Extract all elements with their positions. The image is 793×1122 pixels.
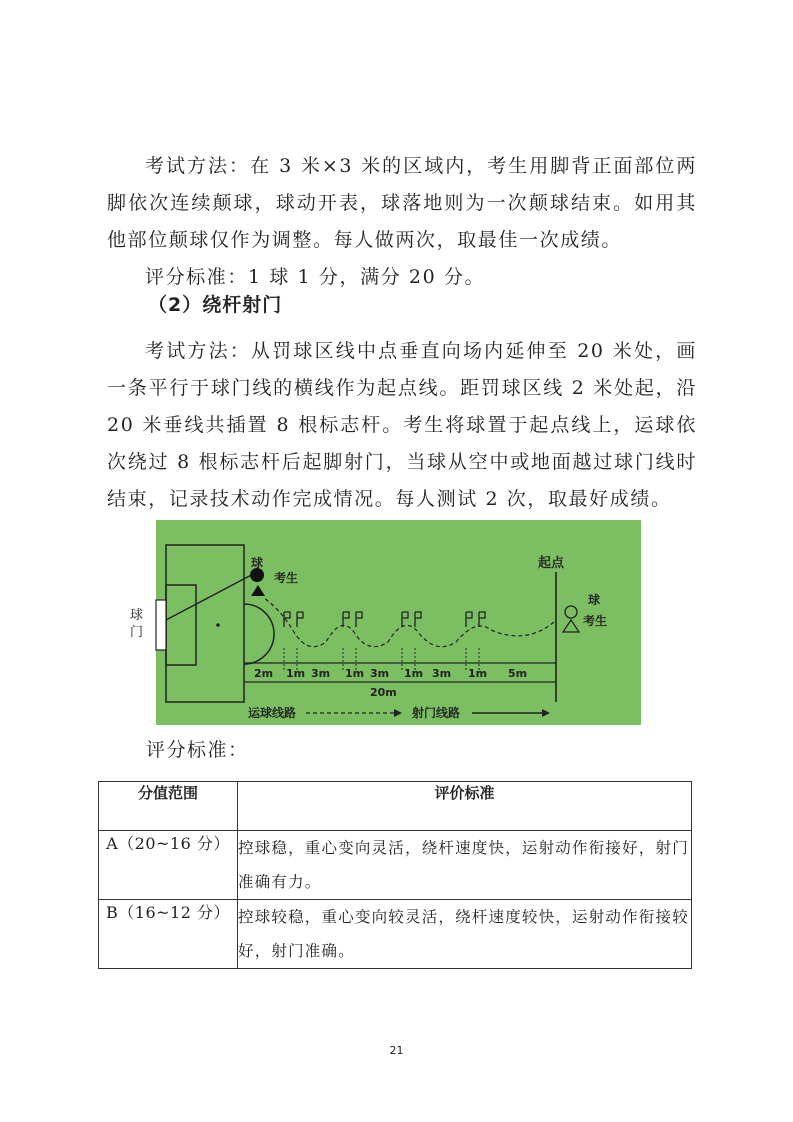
table-row	[99, 900, 692, 969]
row-range: A（20~16 分）	[99, 831, 238, 900]
penalty-spot	[216, 623, 220, 627]
method-paragraph-juggling: 考试方法：在 3 米×3 米的区域内，考生用脚背正面部位两脚依次连续颠球，球动开表，球落地则为一次颠球结束。如用其他部位颠球仅作为调整。每人做两次，取最佳一次成绩。	[107, 155, 697, 251]
ball-label-left: 球	[251, 556, 264, 570]
method-paragraph-dribble: 考试方法：从罚球区线中点垂直向场内延伸至 20 米处，画一条平行于球门线的横线作为起点线。距罚球区线 2 米处起，沿 20 米垂线共插置 8 根标志杆。考生将球置于起点线上，运球依次绕过 8 根标志杆后起脚射门，当球从空中或地面越过球门线时结束，记录技术动作完成情况。每人测试 2 次，取最好成绩。	[107, 340, 697, 510]
goal-label-2: 门	[130, 625, 144, 640]
scoring-paragraph-juggling: 评分标准：1 球 1 分，满分 20 分。	[145, 266, 486, 288]
field-background	[156, 520, 641, 725]
scoring-table	[98, 781, 692, 969]
dribble-shot-diagram	[130, 520, 641, 725]
dim-label-1m-b: 1m	[345, 667, 365, 680]
legend-dribble-label: 运球线路	[248, 706, 297, 720]
dim-label-1m-c: 1m	[404, 667, 424, 680]
goal	[156, 600, 166, 650]
page-number: 21	[389, 1044, 404, 1057]
dim-label-2m: 2m	[254, 667, 274, 680]
dim-label-1m-a: 1m	[286, 667, 306, 680]
dim-label-1m-d: 1m	[468, 667, 488, 680]
table-row	[99, 831, 692, 900]
ball-left	[250, 568, 264, 582]
table-header-row	[99, 782, 692, 831]
goal-label-1: 球	[130, 608, 144, 623]
row-desc: 控球较稳，重心变向较灵活，绕杆速度较快，运射动作衔接较好，射门准确。	[238, 900, 692, 969]
start-label: 起点	[538, 556, 565, 571]
legend-shot-label: 射门线路	[412, 706, 461, 720]
dim-label-3m-c: 3m	[432, 667, 452, 680]
dim-label-5m: 5m	[508, 667, 528, 680]
dim-label-3m-a: 3m	[311, 667, 331, 680]
dim-label-3m-b: 3m	[370, 667, 390, 680]
dim-label-20m: 20m	[370, 686, 397, 699]
scoring-criteria-label: 评分标准：	[146, 739, 249, 761]
row-range: B（16~12 分）	[99, 900, 238, 969]
header-range: 分值范围	[99, 782, 238, 831]
header-criteria: 评价标准	[238, 782, 692, 831]
player-label-left: 考生	[274, 571, 299, 585]
ball-label-right: 球	[588, 593, 601, 607]
row-desc: 控球稳，重心变向灵活，绕杆速度快，运射动作衔接好，射门准确有力。	[238, 831, 692, 900]
section-heading: （2）绕杆射门	[148, 294, 283, 316]
player-label-right: 考生	[583, 614, 608, 628]
